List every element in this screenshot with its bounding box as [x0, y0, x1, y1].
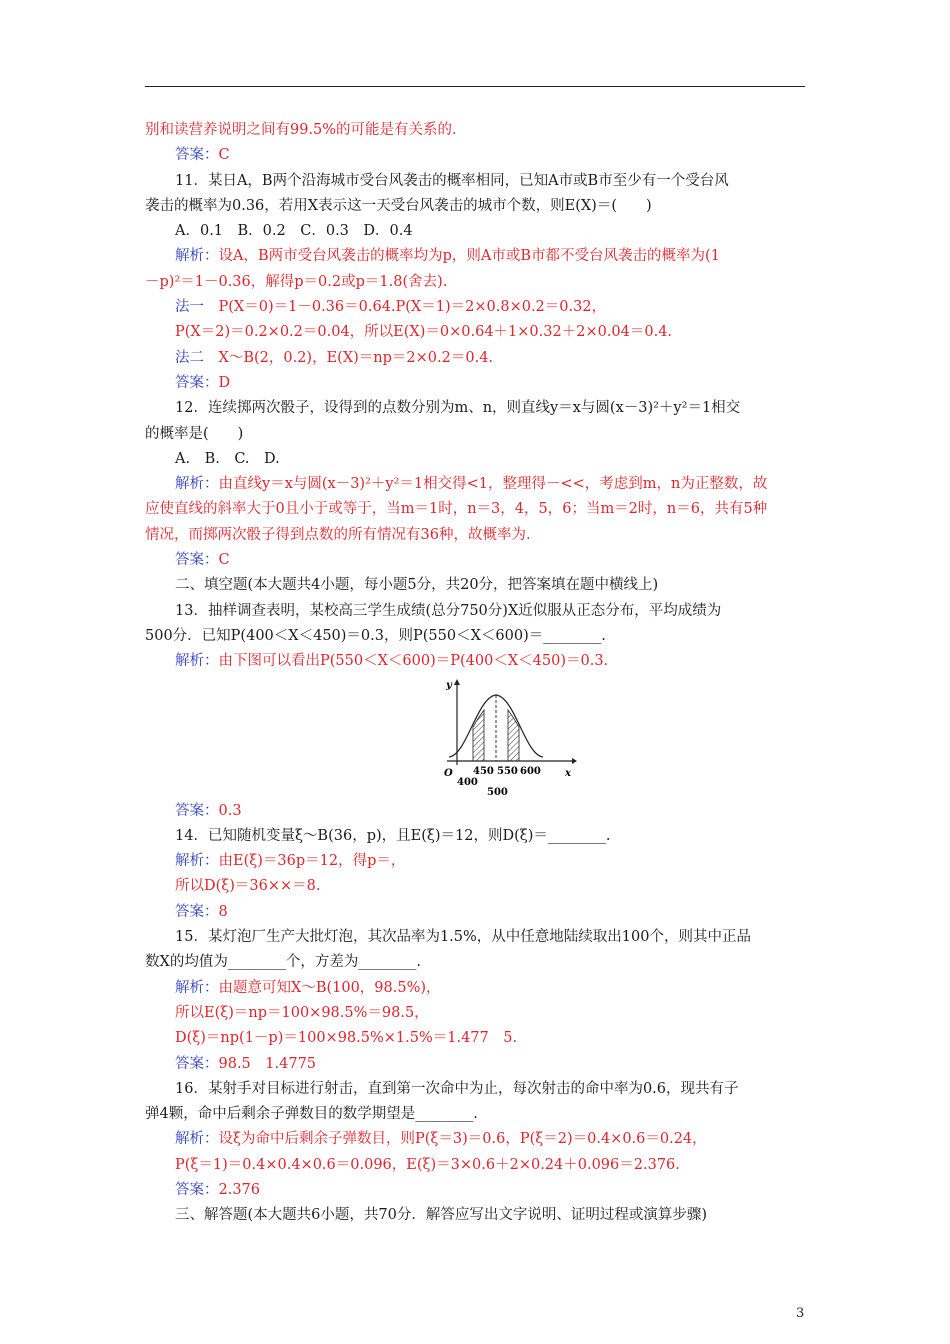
solution-text: 由题意可知X～B(100，98.5%)，: [218, 979, 441, 996]
method-text: X～B(2，0.2)，E(X)＝np＝2×0.2＝0.4.: [204, 349, 494, 366]
question-13: 13．抽样调查表明，某校高三学生成绩(总分750分)X近似服从正态分布，平均成绩为: [175, 602, 722, 619]
solution-label: 解析：: [175, 476, 219, 493]
answer-value: D: [218, 374, 231, 391]
solution-label: 解析：: [175, 979, 219, 996]
solution-line: [145, 649, 807, 674]
answer-label: 答案：: [175, 1055, 219, 1072]
text-line: －p)²＝1－0.36，解得p＝0.2或p＝1.8(舍去).: [145, 273, 448, 290]
question-16: 16．某射手对目标进行射击，直到第一次命中为止，每次射击的命中率为0.6，现共有子: [175, 1080, 739, 1097]
x-axis-label: x: [565, 767, 571, 779]
method-label: 法一: [175, 299, 204, 316]
answer-label: 答案：: [175, 374, 219, 391]
solution-text: 由E(ξ)＝36p＝12，得p＝，: [218, 853, 406, 870]
shade-400-450: [473, 710, 484, 761]
answer-label: 答案：: [175, 1181, 219, 1198]
method-label: 法二: [175, 349, 204, 366]
y-axis-arrow: [454, 679, 460, 685]
question-14: 14．已知随机变量ξ～B(36，p)，且E(ξ)＝12，则D(ξ)＝________.: [175, 827, 611, 844]
text-line: 情况，而掷两次骰子得到点数的所有情况有36种，故概率为.: [145, 526, 531, 543]
answer-value: C: [218, 552, 230, 569]
section-heading: 三、解答题(本大题共6小题，共70分．解答应写出文字说明、证明过程或演算步骤): [175, 1207, 707, 1224]
answer-value: C: [218, 147, 230, 164]
solution-line: [145, 244, 807, 269]
text-line: 应使直线的斜率大于0且小于或等于，当m＝1时，n＝3，4，5，6；当m＝2时，n＝6，共有5种: [145, 501, 768, 518]
answer-value: 8: [218, 903, 228, 920]
answer-line: [145, 371, 807, 396]
text-line: 袭击的概率为0.36，若用X表示这一天受台风袭击的城市个数，则E(X)＝( ): [145, 197, 652, 214]
answer-line: [145, 1178, 807, 1203]
solution-line: [145, 976, 807, 1001]
text-line: 500分．已知P(400＜X＜450)＝0.3，则P(550＜X＜600)＝________.: [145, 627, 606, 644]
answer-label: 答案：: [175, 552, 219, 569]
answer-line: [145, 799, 807, 824]
answer-label: 答案：: [175, 802, 219, 819]
answer-line: [145, 1052, 807, 1077]
text-line: 所以D(ξ)＝36××＝8.: [175, 878, 321, 895]
question-12: 12．连续掷两次骰子，设得到的点数分别为m、n，则直线y＝x与圆(x－3)²＋y²＝1相交: [175, 400, 741, 417]
text-line: 数X的均值为________个，方差为________.: [145, 954, 421, 971]
normal-curve-figure: [145, 677, 807, 799]
method-line: [145, 295, 807, 320]
answer-label: 答案：: [175, 147, 219, 164]
question-11: 11．某日A，B两个沿海城市受台风袭击的概率相同，已知A市或B市至少有一个受台风: [175, 172, 729, 189]
solution-label: 解析：: [175, 248, 219, 265]
solution-label: 解析：: [175, 853, 219, 870]
text-line: P(X＝2)＝0.2×0.2＝0.04，所以E(X)＝0×0.64＋1×0.32＋2×0.04＝0.4.: [175, 324, 673, 341]
tick-label-600: 600: [520, 765, 541, 777]
tick-label-450: 450: [473, 765, 494, 777]
solution-line: [145, 1127, 807, 1152]
tick-label-400: 400: [457, 776, 478, 788]
section-heading: 二、填空题(本大题共4小题，每小题5分，共20分，把答案填在题中横线上): [175, 577, 659, 594]
answer-value: 0.3: [218, 802, 242, 819]
text-line: D(ξ)＝np(1－p)＝100×98.5%×1.5%＝1.477 5.: [175, 1030, 518, 1047]
tick-label-550: 550: [497, 765, 518, 777]
text-line: P(ξ＝1)＝0.4×0.4×0.6＝0.096，E(ξ)＝3×0.6＋2×0.24＋0.096＝2.376.: [175, 1156, 680, 1173]
method-text: P(X＝0)＝1－0.36＝0.64.P(X＝1)＝2×0.8×0.2＝0.32，: [204, 299, 607, 316]
y-axis-label: y: [446, 679, 452, 691]
solution-label: 解析：: [175, 653, 219, 670]
text-line: 别和读营养说明之间有99.5%的可能是有关系的.: [145, 122, 457, 138]
text-line: 所以E(ξ)＝np＝100×98.5%＝98.5，: [175, 1004, 429, 1021]
question-15: 15．某灯泡厂生产大批灯泡，其次品率为1.5%，从中任意地陆续取出100个，则其中正品: [175, 929, 751, 946]
solution-line: [145, 849, 807, 874]
tick-label-500: 500: [487, 786, 508, 797]
answer-line: [145, 900, 807, 925]
solution-text: 设ξ为命中后剩余子弹数目，则P(ξ＝3)＝0.6，P(ξ＝2)＝0.4×0.6＝0.24，: [218, 1131, 707, 1148]
solution-text: 由下图可以看出P(550＜X＜600)＝P(400＜X＜450)＝0.3.: [218, 653, 609, 670]
answer-line: [145, 548, 807, 573]
origin-label: O: [444, 767, 453, 779]
page-content: [145, 118, 807, 1229]
shade-550-600: [508, 710, 519, 761]
normal-curve-diagram: [407, 677, 577, 797]
solution-text: 由直线y＝x与圆(x－3)²＋y²＝1相交得<1，整理得－<<，考虑到m，n为正整数，故: [218, 476, 768, 493]
answer-value: 2.376: [218, 1181, 261, 1198]
answer-value: 98.5 1.4775: [218, 1055, 317, 1072]
method-line: [145, 346, 807, 371]
x-axis-arrow: [572, 758, 577, 764]
options-line: A．0.1 B．0.2 C．0.3 D．0.4: [175, 223, 413, 240]
answer-label: 答案：: [175, 903, 219, 920]
text-line: 的概率是( ): [145, 425, 244, 442]
header-rule: [145, 86, 805, 87]
solution-line: [145, 472, 807, 497]
options-line: A. B. C. D.: [175, 450, 280, 467]
solution-text: 设A，B两市受台风袭击的概率均为p，则A市或B市都不受台风袭击的概率为(1: [218, 248, 720, 265]
solution-label: 解析：: [175, 1131, 219, 1148]
text-line: 弹4颗，命中后剩余子弹数目的数学期望是________.: [145, 1106, 478, 1123]
answer-line: [145, 143, 807, 168]
page-number: 3: [796, 1306, 805, 1321]
